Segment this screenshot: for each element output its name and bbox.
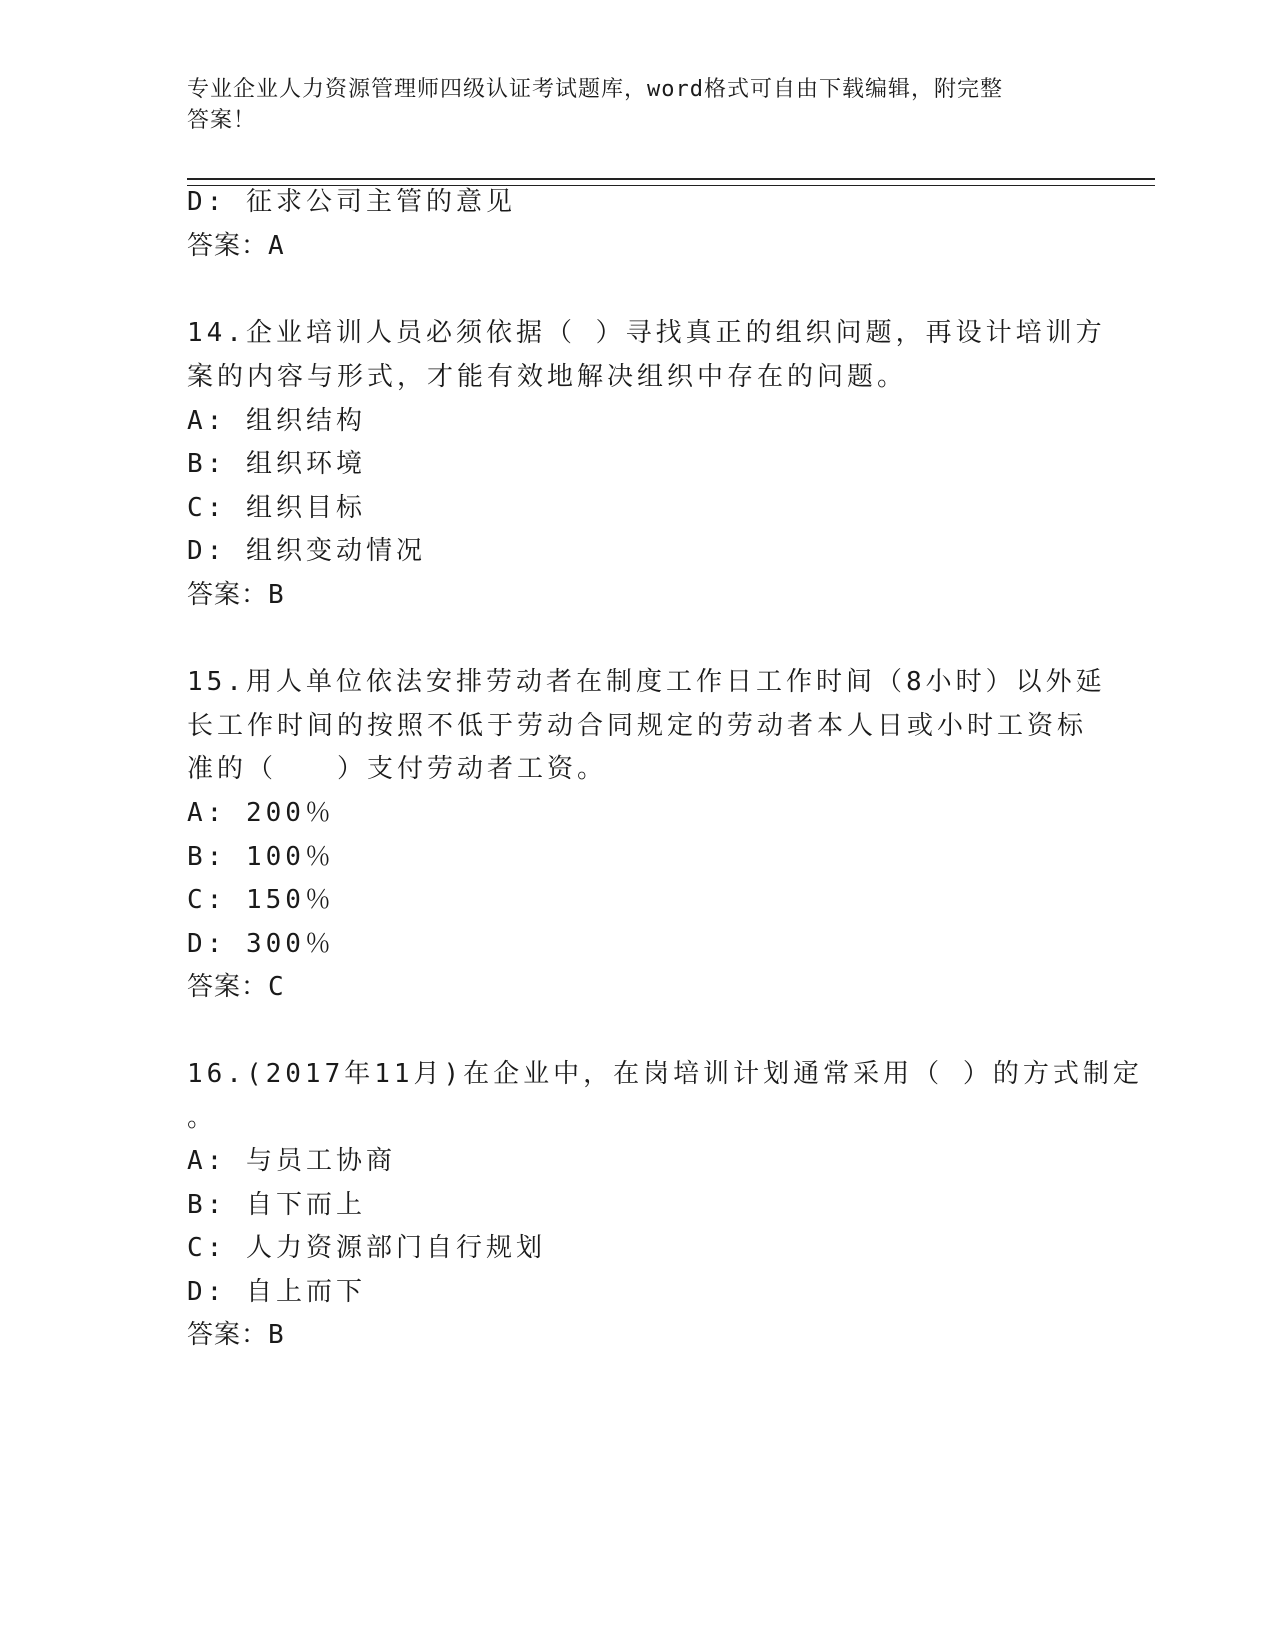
- q15-option-a: A: 200％: [187, 798, 335, 828]
- page-header: [187, 74, 1087, 136]
- q14-answer: [187, 580, 285, 610]
- q15-stem-line-2: 长工作时间的按照不低于劳动合同规定的劳动者本人日或小时工资标: [187, 711, 1088, 741]
- q15-answer-value: C: [268, 972, 285, 1002]
- q14-stem-line-2: 案的内容与形式，才能有效地解决组织中存在的问题。: [187, 362, 908, 392]
- q15-stem-line-3: 准的（ ）支付劳动者工资。: [187, 754, 608, 784]
- q13-answer-value: A: [268, 231, 285, 261]
- q15-stem-line-1: 15.用人单位依法安排劳动者在制度工作日工作时间（8小时）以外延: [187, 667, 1106, 697]
- q14-option-a: A: 组织结构: [187, 406, 366, 436]
- q15-option-c: C: 150％: [187, 885, 335, 915]
- header-title-line-2: 答案！: [187, 108, 257, 133]
- q16-option-b: B: 自下而上: [187, 1190, 366, 1220]
- header-divider: [187, 178, 1155, 186]
- q16-stem-line-1: 16.(2017年11月)在企业中，在岗培训计划通常采用（ ）的方式制定: [187, 1059, 1143, 1089]
- q16-answer-value: B: [268, 1320, 285, 1350]
- answer-label: 答案：: [187, 1320, 269, 1350]
- q15-option-d: D: 300％: [187, 929, 335, 959]
- q14-option-d: D: 组织变动情况: [187, 536, 426, 566]
- q13-answer: [187, 231, 285, 261]
- q16-answer: [187, 1320, 285, 1350]
- q14-option-c: C: 组织目标: [187, 493, 366, 523]
- q16-option-a: A: 与员工协商: [187, 1146, 396, 1176]
- answer-label: 答案：: [187, 231, 269, 261]
- q16-stem-line-2: 。: [187, 1103, 218, 1133]
- q15-option-b: B: 100％: [187, 842, 335, 872]
- header-title-line-1: 专业企业人力资源管理师四级认证考试题库，word格式可自由下载编辑，附完整: [187, 77, 1003, 102]
- q15-answer: [187, 972, 285, 1002]
- q16-option-c: C: 人力资源部门自行规划: [187, 1233, 546, 1263]
- q14-stem-line-1: 14.企业培训人员必须依据（ ）寻找真正的组织问题，再设计培训方: [187, 318, 1106, 348]
- q16-option-d: D: 自上而下: [187, 1277, 366, 1307]
- q13-option-d: D: 征求公司主管的意见: [187, 187, 516, 217]
- answer-label: 答案：: [187, 972, 269, 1002]
- answer-label: 答案：: [187, 580, 269, 610]
- q14-option-b: B: 组织环境: [187, 449, 366, 479]
- q14-answer-value: B: [268, 580, 285, 610]
